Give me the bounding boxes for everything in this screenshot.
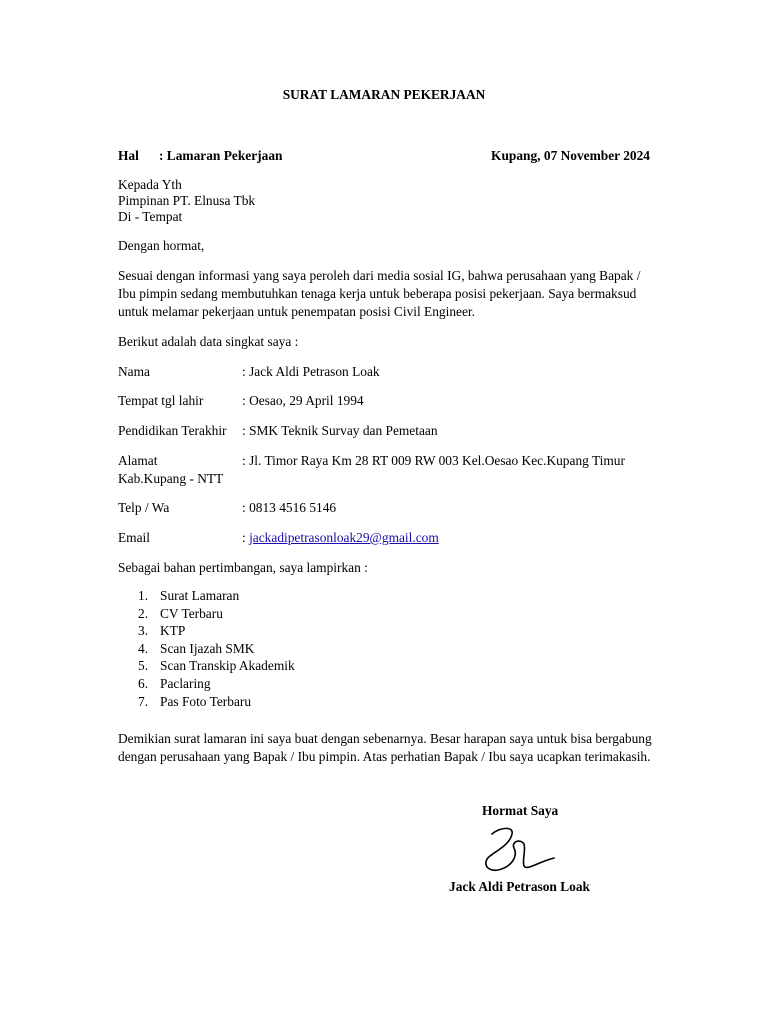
place-date: Kupang, 07 November 2024	[491, 148, 650, 163]
greeting: Dengan hormat,	[118, 238, 205, 253]
handwritten-signature-icon	[478, 824, 560, 874]
field-value-email	[242, 529, 439, 547]
intro-paragraph: Sesuai dengan informasi yang saya peroleh dari media sosial IG, bahwa perusahaan yang Bapak / Ibu pimpin sedang membutuhkan tenaga kerja untuk beberapa posisi pekerjaan. Saya bermaksud untuk melamar pekerjaan untuk penempatan posisi Civil Engineer.	[118, 268, 641, 319]
list-number: 1.	[138, 588, 149, 603]
field-value-phone: : 0813 4516 5146	[242, 500, 337, 515]
recipient-line-2: Pimpinan PT. Elnusa Tbk	[118, 193, 256, 208]
email-prefix: :	[242, 530, 250, 545]
closing-paragraph: Demikian surat lamaran ini saya buat dengan sebenarnya. Besar harapan saya untuk bisa bergabung dengan perusahaan yang Bapak / Ibu pimpin. Atas perhatian Bapak / Ibu saya ucapkan terimakasih.	[118, 731, 652, 764]
list-number: 5.	[138, 658, 149, 674]
attachments-intro: Sebagai bahan pertimbangan, saya lampirkan :	[118, 560, 368, 575]
list-number: 3.	[138, 623, 149, 639]
list-number: 7.	[138, 693, 149, 709]
recipient-line-1: Kepada Yth	[118, 177, 182, 192]
list-text: Paclaring	[160, 675, 211, 691]
field-label-name: Nama	[118, 364, 150, 379]
subject-label: Hal	[118, 148, 139, 163]
field-value-birth: : Oesao, 29 April 1994	[242, 393, 364, 408]
subject-value: : Lamaran Pekerjaan	[159, 148, 283, 163]
field-value-address-continuation: Kab.Kupang - NTT	[118, 471, 224, 486]
list-number: 4.	[138, 640, 149, 656]
field-value-name: : Jack Aldi Petrason Loak	[242, 364, 380, 379]
field-value-education: : SMK Teknik Survay dan Pemetaan	[242, 423, 438, 438]
signature-salutation: Hormat Saya	[482, 803, 559, 818]
list-text: CV Terbaru	[160, 605, 223, 621]
list-text: Scan Transkip Akademik	[160, 658, 295, 674]
field-label-education: Pendidikan Terakhir	[118, 423, 227, 438]
list-text: Scan Ijazah SMK	[160, 640, 255, 656]
field-label-email: Email	[118, 530, 150, 545]
field-label-birth: Tempat tgl lahir	[118, 393, 204, 408]
email-link[interactable]: jackadipetrasonloak29@gmail.com	[249, 530, 439, 545]
list-text: KTP	[160, 623, 186, 639]
list-number: 2.	[138, 605, 149, 621]
field-value-address: : Jl. Timor Raya Km 28 RT 009 RW 003 Kel.Oesao Kec.Kupang Timur	[242, 453, 625, 468]
recipient-line-3: Di - Tempat	[118, 209, 183, 224]
list-text: Pas Foto Terbaru	[160, 693, 252, 709]
data-intro: Berikut adalah data singkat saya :	[118, 334, 299, 349]
letter-title: SURAT LAMARAN PEKERJAAN	[282, 87, 486, 102]
field-label-phone: Telp / Wa	[118, 500, 170, 515]
list-number: 6.	[138, 675, 149, 691]
field-label-address: Alamat	[118, 453, 158, 468]
signature-name: Jack Aldi Petrason Loak	[449, 879, 590, 894]
list-text: Surat Lamaran	[160, 588, 240, 603]
